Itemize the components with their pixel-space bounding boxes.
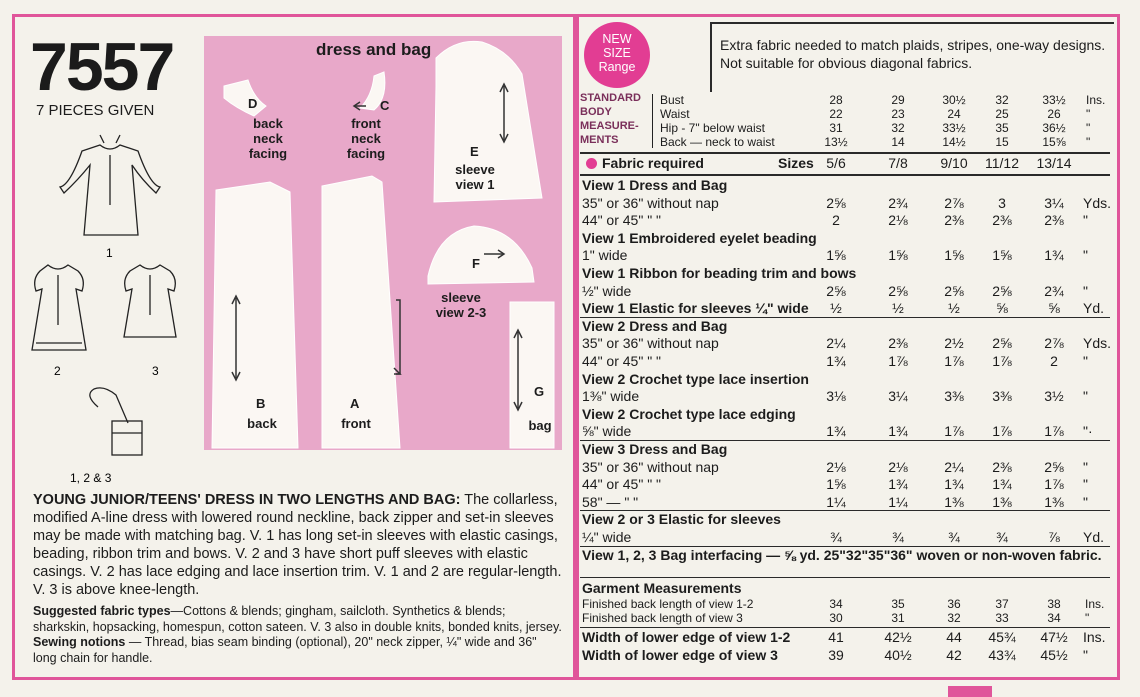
fabric-amount: 3⅛ (826, 388, 846, 405)
fabric-amount: 3⅜ (944, 388, 964, 405)
view-1-sketch (60, 135, 160, 235)
fabric-amount: 2⅜ (1044, 212, 1064, 229)
width-value: 41 (828, 629, 844, 645)
width-unit: Ins. (1083, 629, 1106, 645)
fabric-row-heading: View 2 or 3 Elastic for sleeves (582, 511, 781, 528)
fabric-amount: 2⅜ (992, 458, 1012, 475)
fabric-amount: 1¼ (888, 493, 908, 510)
body-measurement-name: Waist (660, 107, 690, 121)
body-measurement-value: 28 (829, 93, 843, 107)
measurement-brace (652, 94, 659, 148)
garment-measurements-label: Garment Measurements (582, 580, 742, 596)
fabric-row-heading: View 2 Dress and Bag (582, 317, 728, 334)
divider-width (580, 627, 1110, 628)
description-heading: YOUNG JUNIOR/TEENS' DRESS IN TWO LENGTHS AND BAG: (33, 492, 461, 508)
fabric-amount: 2¼ (826, 335, 846, 352)
fabric-amount: 3¼ (1044, 194, 1064, 211)
body-measurement-name: Hip - 7" below waist (660, 121, 765, 135)
fabric-unit: Yds. (1083, 335, 1112, 352)
divider-top (580, 152, 1110, 154)
width-value: 43¾ (988, 647, 1016, 663)
view-sketches (20, 125, 200, 490)
fabric-amount: 1⅞ (1044, 423, 1064, 440)
fabric-row-heading: View 1 Embroidered eyelet beading (582, 229, 817, 246)
fabric-amount: 1⅝ (944, 247, 964, 264)
fabric-unit: " (1083, 458, 1088, 475)
fabric-amount: 2⅞ (1044, 335, 1064, 352)
fabric-row-label: 35" or 36" without nap (582, 335, 719, 352)
garment-value: 34 (1047, 611, 1061, 625)
fabric-amount: ½ (892, 300, 904, 317)
fabric-amount: 1⅞ (992, 423, 1012, 440)
piece-f-label: sleeve view 2-3 (435, 290, 487, 320)
fabric-amount: 1⅞ (1044, 476, 1064, 493)
fabric-row-label: 1" wide (582, 247, 628, 264)
fabric-amount: 2⅝ (944, 282, 964, 299)
size-header: 7/8 (888, 155, 908, 171)
fabric-row-label: 58" — " " (582, 493, 639, 510)
width-row-label: Width of lower edge of view 3 (582, 647, 778, 663)
fabric-amount: 1⅝ (826, 476, 846, 493)
fabric-amount: ⅝ (996, 300, 1008, 317)
standard-body-label: STANDARD BODY MEASURE-MENTS (580, 92, 641, 146)
body-measurement-value: 14 (891, 135, 905, 149)
body-measurement-value: 33½ (1042, 93, 1066, 107)
sizes-label: Sizes (778, 155, 814, 171)
piece-b-label: back (247, 416, 277, 431)
piece-g-label: bag (528, 418, 552, 433)
body-measurement-name: Bust (660, 93, 685, 107)
fabric-row-label: ½" wide (582, 282, 632, 299)
fabric-row-label: 44" or 45" " " (582, 212, 662, 229)
garment-value: 36 (947, 597, 961, 611)
width-value: 40½ (884, 647, 912, 663)
body-measurement-value: 31 (829, 121, 843, 135)
size-header: 11/12 (985, 155, 1019, 171)
fabric-row-label: ¼" wide (582, 529, 632, 545)
fabric-amount: 2⅛ (888, 212, 908, 229)
fabric-row-heading: View 1 Dress and Bag (582, 177, 728, 193)
body-measurement-value: 24 (947, 107, 961, 121)
body-measurement-value: 13½ (824, 135, 848, 149)
fabric-amount: ¾ (948, 529, 960, 545)
body-measurement-value: 32 (891, 121, 905, 135)
fabric-amount: 2⅜ (944, 212, 964, 229)
pink-corner-mark (948, 686, 992, 697)
piece-d-letter: D (248, 96, 258, 111)
width-value: 42½ (884, 629, 912, 645)
fabric-amount: 1¾ (944, 476, 964, 493)
fabric-row-label: 44" or 45" " " (582, 353, 662, 369)
fabric-row-heading: View 3 Dress and Bag (582, 441, 728, 457)
fabric-amount: 2⅜ (992, 212, 1012, 229)
fabric-amount: 2⅝ (992, 282, 1012, 299)
fabric-unit: " (1083, 353, 1088, 369)
fabric-row-label: 44" or 45" " " (582, 476, 662, 493)
fabric-amount: 1⅝ (888, 247, 908, 264)
fabric-amount: 1¼ (826, 493, 846, 510)
fabric-amount: 2⅞ (944, 194, 964, 211)
bag-sketch (90, 388, 142, 455)
body-measurement-name: Back — neck to waist (660, 135, 775, 149)
piece-e-letter: E (470, 144, 479, 159)
view-1-label: 1 (106, 246, 113, 260)
fabric-unit: " (1083, 493, 1088, 510)
fabric-amount: 2¾ (888, 194, 908, 211)
body-measurement-value: 15 (995, 135, 1009, 149)
body-measurement-value: 33½ (942, 121, 966, 135)
fabric-amount: ¾ (996, 529, 1008, 545)
piece-b-letter: B (256, 396, 266, 411)
fabric-amount: ⅝ (1048, 300, 1060, 317)
piece-g-letter: G (534, 384, 545, 399)
body-measurement-unit: " (1086, 107, 1091, 121)
divider-garment (580, 577, 1110, 578)
garment-value: 37 (995, 597, 1009, 611)
width-row-label: Width of lower edge of view 1-2 (582, 629, 791, 645)
fabric-amount: 1⅜ (944, 493, 964, 510)
fabric-amount: 1⅞ (992, 353, 1012, 369)
fabric-unit: Yd. (1083, 300, 1105, 317)
fabric-amount: 1⅜ (1044, 493, 1064, 510)
garment-value: 32 (947, 611, 961, 625)
fabric-unit: "· (1083, 423, 1093, 440)
fabric-amount: ½ (830, 300, 842, 317)
fabric-amount: 2⅝ (1044, 458, 1064, 475)
fabric-amount: 2½ (944, 335, 964, 352)
note-line-1: Extra fabric needed to match plaids, stripes, one-way designs. (720, 37, 1106, 53)
fabric-amount: 1¾ (992, 476, 1012, 493)
panel-title: dress and bag (316, 40, 432, 59)
body-measurement-value: 36½ (1042, 121, 1066, 135)
fabric-amount: 2⅜ (888, 335, 908, 352)
garment-value: 38 (1047, 597, 1061, 611)
fabric-amount: 1¾ (888, 423, 908, 440)
garment-row-label: Finished back length of view 1-2 (582, 597, 754, 611)
sewing-notions: Sewing notions — Thread, bias seam binding (optional), 20" neck zipper, ¼" wide and 36" long chain for handle. (33, 635, 537, 665)
body-measurement-value: 29 (891, 93, 905, 107)
description (33, 491, 563, 599)
fabric-unit: Yd. (1083, 529, 1105, 545)
description-body: The collarless, modified A-line dress with lowered round neckline, back zipper and set-in sleeves may be made with matching bag. V. 1 has long set-in sleeves with elastic casings, beading, ribbon trim and bows. V. 2 and 3 have short puff sleeves with elastic casings. V. 2 has lace edging and lace insertion trim. V. 1 and 2 are regular-length. V. 3 is above knee-length. (33, 492, 562, 598)
fabric-amount: ¾ (830, 529, 842, 545)
fabric-amount: 1⅞ (888, 353, 908, 369)
fabric-amount: 1⅞ (944, 423, 964, 440)
view-3-sketch (124, 265, 176, 337)
piece-c-label: front neck facing (346, 116, 386, 161)
fabric-row-label: 1⅜" wide (582, 388, 640, 405)
fabric-amount: 2⅝ (888, 282, 908, 299)
size-header: 13/14 (1036, 155, 1072, 171)
bag-view-label: 1, 2 & 3 (70, 471, 112, 485)
fabric-amount: 2⅝ (826, 282, 846, 299)
garment-row-label: Finished back length of view 3 (582, 611, 743, 625)
piece-e-label: sleeve view 1 (455, 162, 495, 192)
fabric-amount: 2 (1050, 353, 1058, 369)
pattern-number: 7557 (30, 29, 174, 105)
garment-unit: Ins. (1085, 597, 1105, 611)
body-measurement-value: 14½ (942, 135, 966, 149)
width-value: 45½ (1040, 647, 1068, 663)
fabric-notes (33, 604, 563, 666)
fabric-amount: 1⅞ (944, 353, 964, 369)
fabric-amount: 2¼ (944, 458, 964, 475)
fabric-amount: 3½ (1044, 388, 1064, 405)
fabric-amount: 2 (832, 212, 840, 229)
garment-unit: " (1085, 611, 1090, 625)
body-measurement-value: 15⅝ (1042, 135, 1066, 149)
fabric-amount: ½ (948, 300, 960, 317)
fabric-amount: 1¾ (826, 353, 846, 369)
body-measurement-unit: Ins. (1086, 93, 1106, 107)
body-measurement-value: 26 (1047, 107, 1061, 121)
body-measurement-value: 22 (829, 107, 843, 121)
fabric-amount: 1¾ (826, 423, 846, 440)
fabric-required-dot (586, 158, 597, 169)
fabric-amount: 1⅜ (992, 493, 1012, 510)
fabric-row-heading: View 2 Crochet type lace edging (582, 405, 796, 422)
fabric-amount: ¾ (892, 529, 904, 545)
garment-value: 31 (891, 611, 905, 625)
pattern-pieces-panel (204, 36, 562, 450)
fabric-row-label: ⅝" wide (582, 423, 632, 440)
body-measurement-value: 32 (995, 93, 1009, 107)
width-value: 45¾ (988, 629, 1016, 645)
divider-sizes (580, 174, 1110, 176)
fabric-amount: 1¾ (1044, 247, 1064, 264)
garment-value: 30 (829, 611, 843, 625)
fabric-note-box (710, 22, 1114, 92)
size-header: 5/6 (826, 155, 846, 171)
fabric-unit: " (1083, 212, 1088, 229)
view-3-label: 3 (152, 364, 159, 378)
garment-value: 33 (995, 611, 1009, 625)
fabric-amount: 2¾ (1044, 282, 1064, 299)
fabric-amount: 2⅝ (826, 194, 846, 211)
size-header: 9/10 (940, 155, 968, 171)
width-value: 47½ (1040, 629, 1068, 645)
fabric-amount: 1¾ (888, 476, 908, 493)
garment-value: 35 (891, 597, 905, 611)
piece-c-letter: C (380, 98, 390, 113)
body-measurement-value: 23 (891, 107, 905, 121)
width-value: 42 (946, 647, 962, 663)
body-measurement-value: 35 (995, 121, 1009, 135)
note-line-2: Not suitable for obvious diagonal fabrics. (720, 55, 973, 71)
width-value: 44 (946, 629, 962, 645)
fabric-unit: Yds. (1083, 194, 1112, 211)
body-measurement-unit: " (1086, 135, 1091, 149)
fabric-amount: 1⅝ (992, 247, 1012, 264)
fabric-amount: 3¼ (888, 388, 908, 405)
fabric-required-label: Fabric required (602, 155, 704, 171)
width-unit: " (1083, 647, 1088, 663)
width-value: 39 (828, 647, 844, 663)
fabric-amount: 2⅝ (992, 335, 1012, 352)
fabric-amount: 3⅜ (992, 388, 1012, 405)
body-measurement-unit: " (1086, 121, 1091, 135)
view-2-sketch (32, 265, 86, 350)
fabric-amount: 2⅛ (888, 458, 908, 475)
view-2-label: 2 (54, 364, 61, 378)
piece-a-letter: A (350, 396, 360, 411)
fabric-amount: 1⅝ (826, 247, 846, 264)
fabric-row-heading: View 2 Crochet type lace insertion (582, 370, 809, 387)
piece-d-label: back neck facing (248, 116, 288, 161)
fabric-row-heading: View 1 Elastic for sleeves ¼" wide (582, 300, 809, 317)
fabric-row-heading: View 1, 2, 3 Bag interfacing — ⅝ yd. 25"32"35"36" woven or non-woven fabric. (582, 546, 1102, 563)
fabric-amount: 3 (998, 194, 1006, 211)
fabric-types: Suggested fabric types—Cottons & blends; gingham, sailcloth. Synthetics & blends; sharkskin, hopsacking, homespun, cotton sateen. V. 3 also in double knits, bonded knits, jersey. (33, 604, 562, 634)
fabric-unit: " (1083, 476, 1088, 493)
body-measurement-value: 25 (995, 107, 1009, 121)
body-measurement-value: 30½ (942, 93, 966, 107)
garment-value: 34 (829, 597, 843, 611)
fabric-row-label: 35" or 36" without nap (582, 458, 719, 475)
fabric-amount: ⅞ (1048, 529, 1060, 545)
fabric-unit: " (1083, 388, 1088, 405)
pieces-given: 7 PIECES GIVEN (36, 102, 155, 119)
fabric-amount: 2⅛ (826, 458, 846, 475)
fabric-row-heading: View 1 Ribbon for beading trim and bows (582, 265, 857, 281)
fabric-unit: " (1083, 282, 1088, 299)
piece-a-label: front (341, 416, 371, 431)
fabric-unit: " (1083, 247, 1088, 264)
fabric-row-label: 35" or 36" without nap (582, 194, 719, 211)
piece-f-letter: F (472, 256, 480, 271)
new-size-badge: NEW SIZE Range (584, 22, 650, 88)
